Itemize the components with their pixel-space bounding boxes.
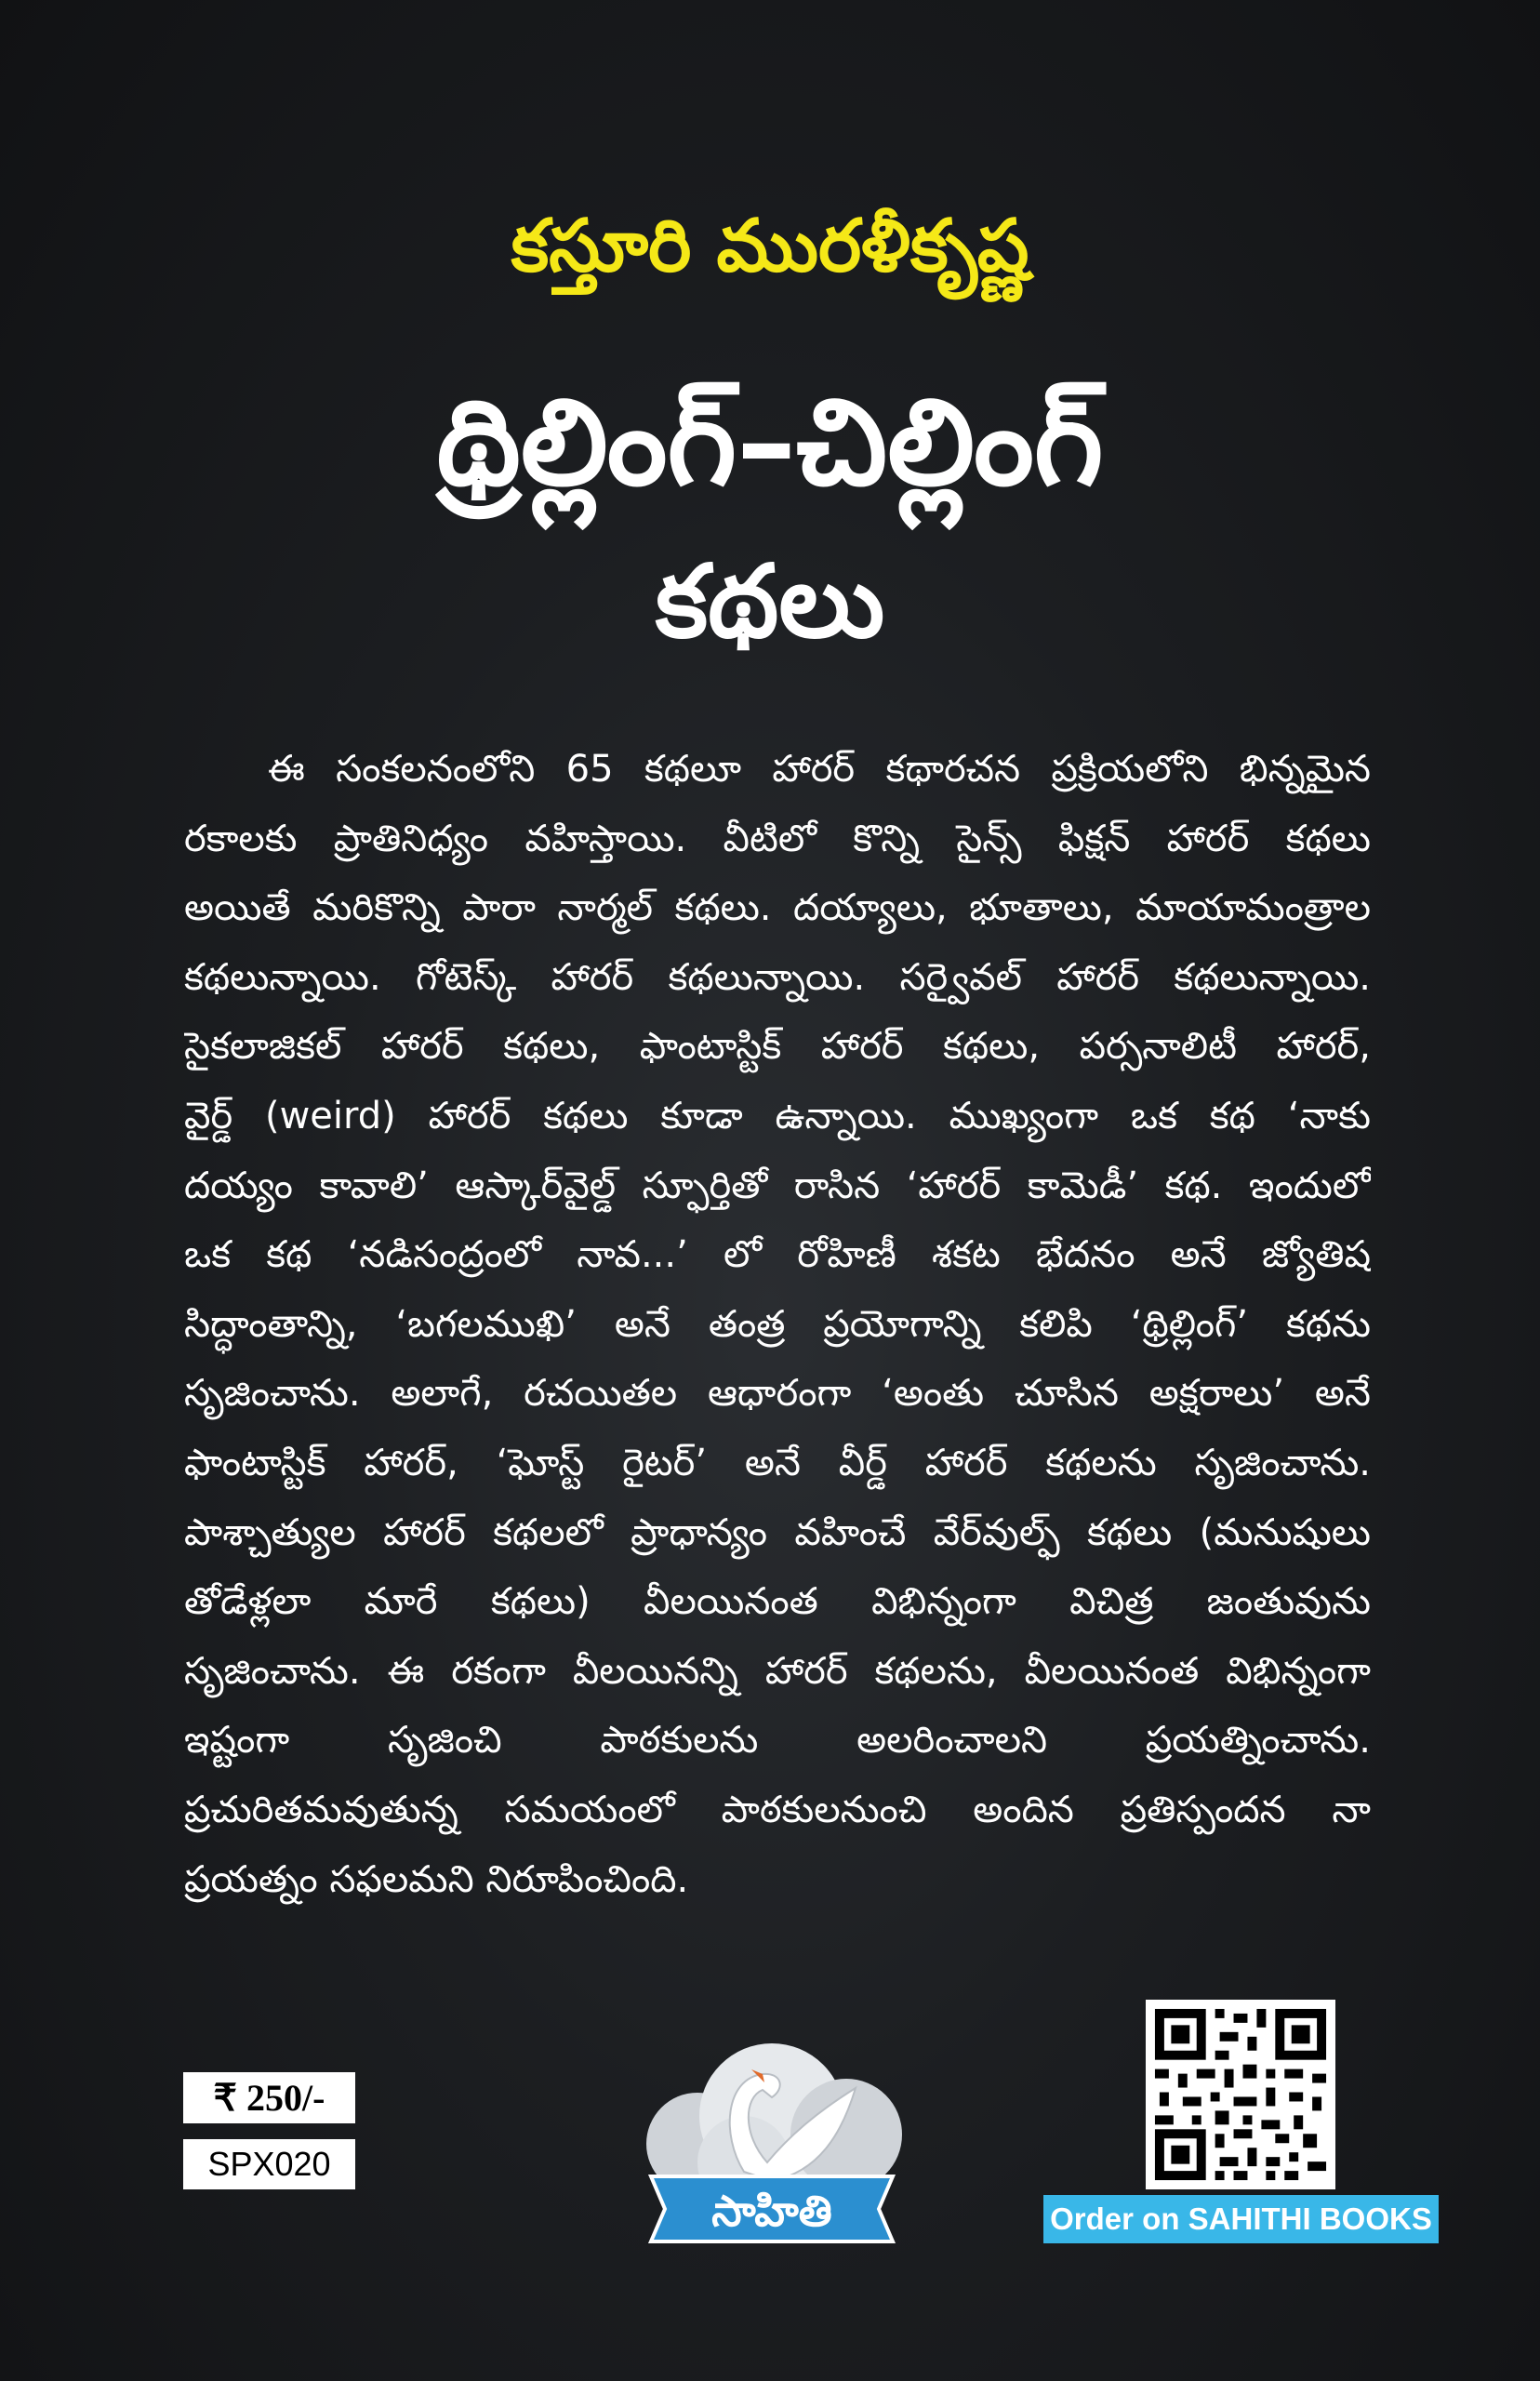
- blurb-line: దయ్యం కావాలి’ ఆస్కార్‌వైల్డ్ స్ఫూర్తితో రాసిన ‘హారర్ కామెడీ’ కథ. ఇందులో: [184, 1164, 1371, 1207]
- price-tag: ₹ 250/-: [183, 2072, 355, 2123]
- blurb-line: ప్రచురితమవుతున్న సమయంలో పాఠకులనుంచి అందిన ప్రతిస్పందన నా: [184, 1788, 1371, 1831]
- blurb-line: వైర్డ్ (weird) హారర్ కథలు కూడా ఉన్నాయి. ముఖ్యంగా ఒక కథ ‘నాకు: [184, 1094, 1371, 1137]
- blurb-line: ఫాంటాస్టిక్ హారర్, ‘ఘోస్ట్ రైటర్’ అనే వీర్డ్ హారర్ కథలను సృజించాను.: [184, 1441, 1371, 1484]
- blurb-line: ఈ సంకలనంలోని 65 కథలూ హారర్ కథారచన ప్రక్రియలోని భిన్నమైన: [268, 748, 1371, 791]
- blurb-line: అయితే మరికొన్ని పారా నార్మల్ కథలు. దయ్యాలు, భూతాలు, మాయామంత్రాల: [184, 886, 1371, 930]
- swan-cloud-icon: [632, 2023, 911, 2246]
- blurb: [184, 735, 1371, 1914]
- order-label: Order on SAHITHI BOOKS: [1043, 2195, 1439, 2243]
- blurb-line: సృజించాను. ఈ రకంగా వీలయినన్ని హారర్ కథలను, వీలయినంత విభిన్నంగా: [184, 1649, 1371, 1693]
- author-name: కస్తూరి మురళీకృష్ణ: [511, 205, 1029, 288]
- publisher-logo-text: సాహితి: [711, 2186, 832, 2236]
- qr-code-icon: [1146, 2000, 1335, 2189]
- blurb-line: సృజించాను. అలాగే, రచయితల ఆధారంగా ‘అంతు చూసిన అక్షరాలు’ అనే: [184, 1372, 1371, 1416]
- blurb-line: తోడేళ్లలా మారే కథలు) వీలయినంత విభిన్నంగా విచిత్ర జంతువును: [184, 1580, 1371, 1624]
- blurb-line: ప్రయత్నం సఫలమని నిరూపించింది.: [184, 1857, 689, 1901]
- book-subtitle: కథలు: [655, 544, 885, 660]
- blurb-line: ఇష్టంగా సృజించి పాఠకులను అలరించాలని ప్రయత్నించాను.: [184, 1719, 1371, 1762]
- blurb-line: ఒక కథ ‘నడిసంద్రంలో నావ...’ లో రోహిణీ శకట భేదనం అనే జ్యోతిష: [184, 1233, 1371, 1277]
- blurb-line: రకాలకు ప్రాతినిధ్యం వహిస్తాయి. వీటిలో కొన్ని సైన్స్ ఫిక్షన్ హారర్ కథలు: [184, 817, 1371, 860]
- blurb-line: కథలున్నాయి. గోటెస్క్ హారర్ కథలున్నాయి. సర్వైవల్ హారర్ కథలున్నాయి.: [184, 955, 1371, 999]
- blurb-line: సైకలాజికల్ హారర్ కథలు, ఫాంటాస్టిక్ హారర్ కథలు, పర్సనాలిటీ హారర్,: [184, 1025, 1371, 1069]
- book-title: థ్రిల్లింగ్–చిల్లింగ్: [436, 374, 1104, 512]
- blurb-line: సిద్ధాంతాన్ని, ‘బగలముఖి’ అనే తంత్ర ప్రయోగాన్ని కలిపి ‘థ్రిల్లింగ్’ కథను: [184, 1302, 1371, 1346]
- blurb-line: పాశ్చాత్యుల హారర్ కథలలో ప్రాధాన్యం వహించే వేర్‌వుల్ఫ్ కథలు (మనుషులు: [184, 1510, 1371, 1554]
- book-code: SPX020: [183, 2139, 355, 2189]
